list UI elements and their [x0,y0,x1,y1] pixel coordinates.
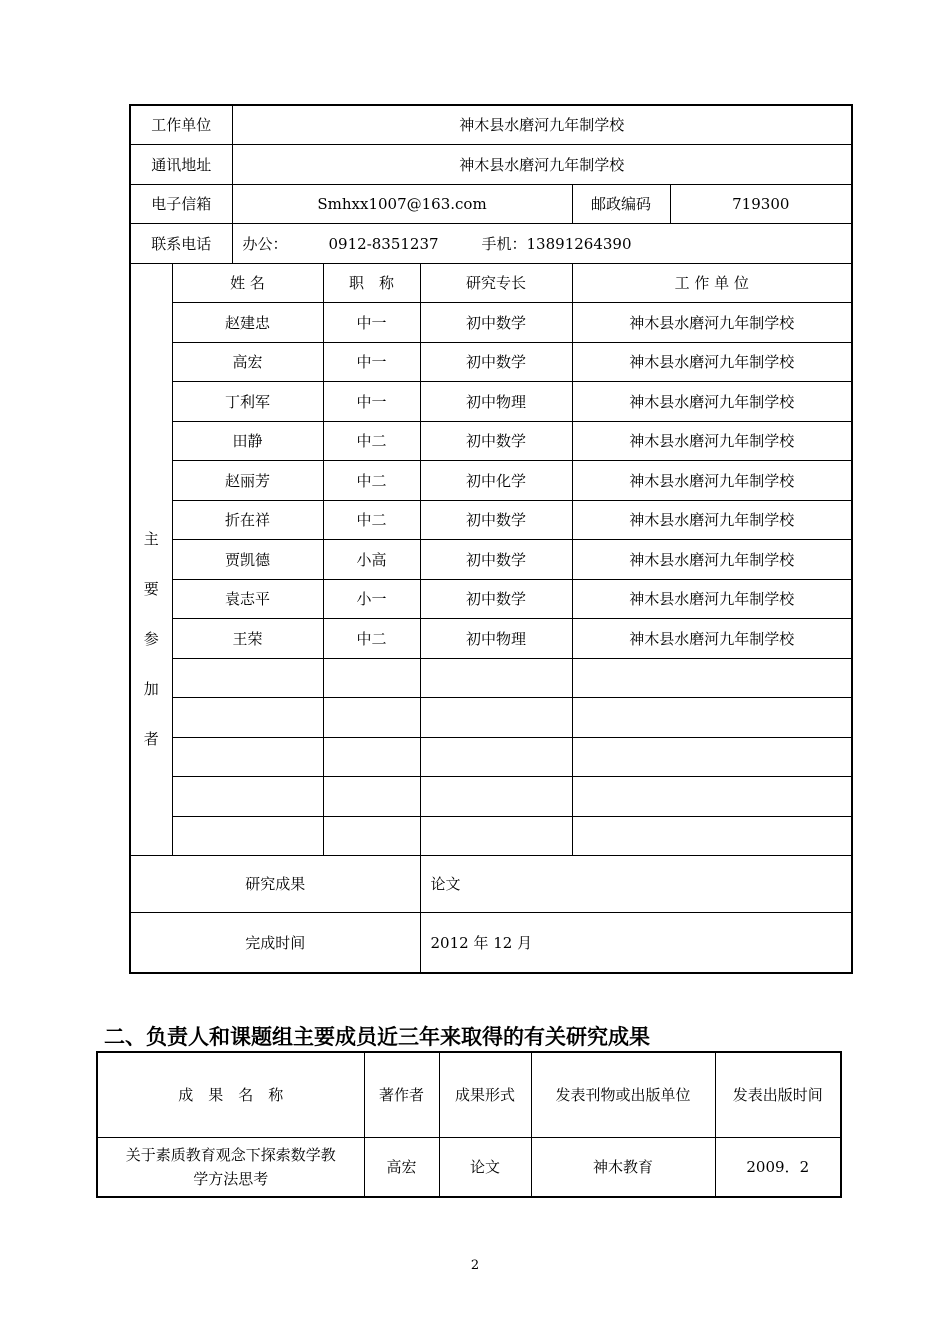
result-date: 2009．2 [715,1138,841,1198]
empty-cell [323,777,420,817]
empty-cell [572,817,852,856]
participant-row [130,422,852,461]
side-char: 加 [143,679,159,698]
participant-specialty: 初中数学 [420,422,572,461]
empty-cell [572,698,852,738]
participant-specialty: 初中数学 [420,343,572,382]
participant-unit: 神木县水磨河九年制学校 [572,343,852,382]
email-label: 电子信箱 [130,185,232,224]
address-row [130,145,852,185]
project-info-table [129,104,853,974]
empty-cell [323,817,420,856]
participant-title: 小一 [323,580,420,619]
participant-title: 中一 [323,343,420,382]
participant-name: 赵建忠 [172,303,323,343]
participant-unit: 神木县水磨河九年制学校 [572,382,852,422]
work-unit-value: 神木县水磨河九年制学校 [232,105,852,145]
page-number: 2 [470,1258,480,1273]
participants-header-row [130,264,852,303]
participant-specialty: 初中物理 [420,382,572,422]
empty-participant-row [130,738,852,777]
mobile-number: 手机：13891264390 [481,234,632,253]
participant-specialty: 初中数学 [420,303,572,343]
completion-time-label: 完成时间 [130,913,420,974]
result-publisher: 神木教育 [531,1138,715,1198]
empty-cell [572,659,852,698]
phone-row [130,224,852,264]
empty-cell [420,738,572,777]
empty-cell [323,698,420,738]
completion-time-value: 2012 年 12 月 [420,913,852,974]
research-result-row [130,856,852,913]
participant-row [130,580,852,619]
participant-specialty: 初中数学 [420,580,572,619]
participant-title: 中二 [323,501,420,540]
empty-cell [572,738,852,777]
empty-cell [172,738,323,777]
phone-label: 联系电话 [130,224,232,264]
empty-cell [172,659,323,698]
side-char: 要 [143,579,159,598]
empty-participant-row [130,817,852,856]
research-results-table [96,1051,842,1198]
participant-specialty: 初中化学 [420,461,572,501]
phone-value [232,224,852,264]
header-form: 成果形式 [439,1052,531,1138]
side-char: 参 [143,629,159,648]
side-char: 主 [143,529,159,548]
participants-side-label [130,264,172,856]
participant-unit: 神木县水磨河九年制学校 [572,501,852,540]
header-unit: 工 作 单 位 [572,264,852,303]
participant-unit: 神木县水磨河九年制学校 [572,461,852,501]
email-row [130,185,852,224]
participant-title: 中一 [323,303,420,343]
header-publisher: 发表刊物或出版单位 [531,1052,715,1138]
participant-unit: 神木县水磨河九年制学校 [572,422,852,461]
header-title: 职 称 [323,264,420,303]
result-name [97,1138,364,1198]
address-label: 通讯地址 [130,145,232,185]
header-result-name: 成 果 名 称 [97,1052,364,1138]
empty-cell [172,698,323,738]
participant-unit: 神木县水磨河九年制学校 [572,619,852,659]
participant-unit: 神木县水磨河九年制学校 [572,540,852,580]
participant-name: 丁利军 [172,382,323,422]
participant-title: 中二 [323,461,420,501]
participant-unit: 神木县水磨河九年制学校 [572,580,852,619]
participant-row [130,619,852,659]
participant-specialty: 初中数学 [420,540,572,580]
completion-time-row [130,913,852,974]
empty-cell [323,738,420,777]
participant-name: 田静 [172,422,323,461]
participant-title: 中二 [323,422,420,461]
research-result-label: 研究成果 [130,856,420,913]
results-row [97,1138,841,1198]
empty-cell [172,777,323,817]
side-char: 者 [143,729,159,748]
empty-participant-row [130,698,852,738]
office-label: 办公： [242,234,288,253]
empty-cell [172,817,323,856]
participant-name: 折在祥 [172,501,323,540]
participant-specialty: 初中物理 [420,619,572,659]
participant-row [130,501,852,540]
section-title: 二、负责人和课题组主要成员近三年来取得的有关研究成果 [104,1025,650,1049]
header-name: 姓 名 [172,264,323,303]
email-value: Smhxx1007@163.com [232,185,572,224]
work-unit-row [130,105,852,145]
participant-row [130,343,852,382]
participant-unit: 神木县水磨河九年制学校 [572,303,852,343]
empty-participant-row [130,777,852,817]
result-form: 论文 [439,1138,531,1198]
participant-row [130,303,852,343]
participant-row [130,461,852,501]
participant-row [130,382,852,422]
header-specialty: 研究专长 [420,264,572,303]
empty-cell [420,698,572,738]
empty-cell [420,659,572,698]
participant-row [130,540,852,580]
participant-title: 中一 [323,382,420,422]
empty-cell [420,817,572,856]
header-date: 发表出版时间 [715,1052,841,1138]
result-name-line: 学方法思考 [193,1170,269,1188]
research-result-value: 论文 [420,856,852,913]
participant-name: 贾凯德 [172,540,323,580]
participant-name: 袁志平 [172,580,323,619]
participant-title: 小高 [323,540,420,580]
result-name-line: 关于素质教育观念下探索数学教 [125,1146,336,1164]
participant-title: 中二 [323,619,420,659]
work-unit-label: 工作单位 [130,105,232,145]
result-author: 高宏 [364,1138,439,1198]
empty-cell [323,659,420,698]
participant-specialty: 初中数学 [420,501,572,540]
empty-cell [572,777,852,817]
postcode-value: 719300 [670,185,852,224]
participant-name: 王荣 [172,619,323,659]
address-value: 神木县水磨河九年制学校 [232,145,852,185]
empty-cell [420,777,572,817]
participant-name: 赵丽芳 [172,461,323,501]
empty-participant-row [130,659,852,698]
postcode-label: 邮政编码 [572,185,670,224]
participant-name: 高宏 [172,343,323,382]
office-number: 0912-8351237 [328,234,439,253]
header-author: 著作者 [364,1052,439,1138]
results-header-row [97,1052,841,1138]
